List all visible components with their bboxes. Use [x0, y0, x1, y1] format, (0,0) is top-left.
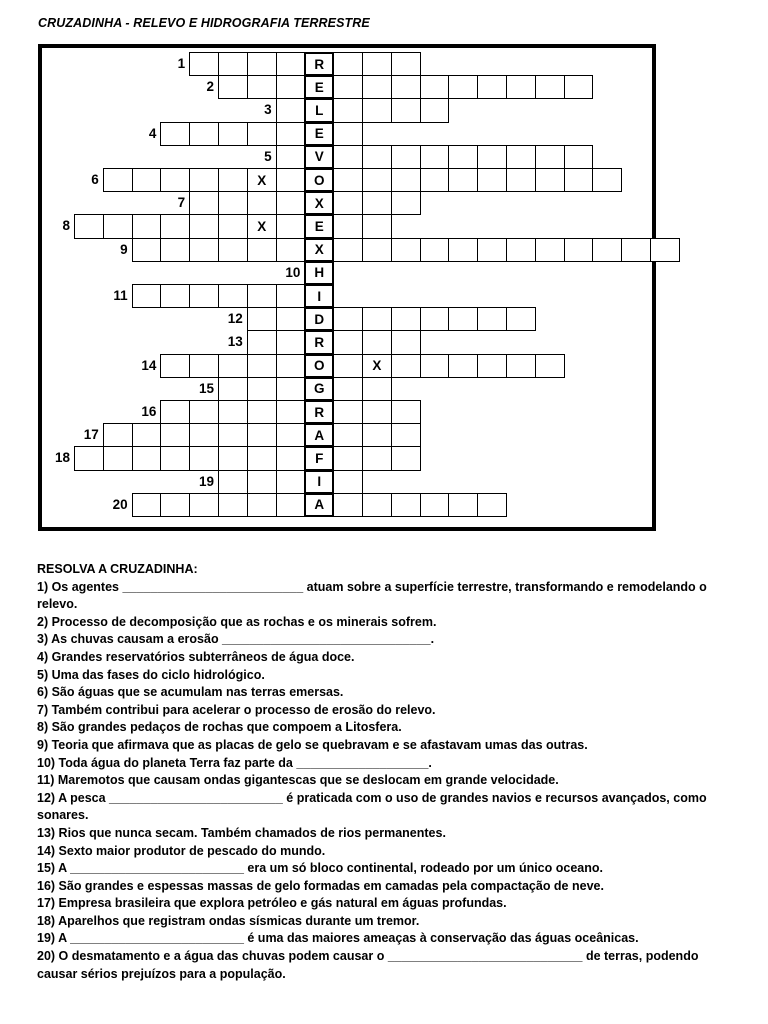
grid-cell-row11-col2[interactable]: [132, 284, 162, 308]
grid-cell-row4-col7[interactable]: [276, 122, 306, 146]
grid-cell-row2-col10[interactable]: [362, 75, 392, 99]
grid-cell-row5-col14[interactable]: [477, 145, 507, 169]
grid-cell-row4-col3[interactable]: [160, 122, 190, 146]
grid-cell-row3-col9[interactable]: [333, 98, 363, 122]
grid-cell-row2-col17[interactable]: [564, 75, 594, 99]
clue-number-14: 14: [141, 357, 157, 373]
clue-16: 16) São grandes e espessas massas de gelo formadas em camadas pela compactação de neve.: [37, 878, 604, 893]
grid-cell-row3-col10[interactable]: [362, 98, 392, 122]
grid-cell-row12-col14[interactable]: [477, 307, 507, 331]
grid-cell-row18-col2[interactable]: [132, 446, 162, 470]
grid-cell-row5-col15[interactable]: [506, 145, 536, 169]
clue-20: 20) O desmatamento e a água das chuvas podem causar o ____________________________ de terras, podendo causar sérios prejuízos para a população.: [37, 949, 699, 981]
grid-cell-row11-col8[interactable]: I: [304, 284, 334, 308]
grid-cell-row6-col4[interactable]: [189, 168, 219, 192]
grid-cell-row17-col11[interactable]: [391, 423, 421, 447]
grid-cell-row16-col10[interactable]: [362, 400, 392, 424]
clue-number-10: 10: [285, 264, 301, 280]
grid-cell-row11-col3[interactable]: [160, 284, 190, 308]
grid-cell-row20-col13[interactable]: [448, 493, 478, 517]
grid-cell-row4-col5[interactable]: [218, 122, 248, 146]
grid-cell-row9-col3[interactable]: [160, 238, 190, 262]
grid-cell-row2-col14[interactable]: [477, 75, 507, 99]
grid-cell-row3-col7[interactable]: [276, 98, 306, 122]
grid-cell-row1-col4[interactable]: [189, 52, 219, 76]
grid-cell-row13-col6[interactable]: [247, 330, 277, 354]
grid-cell-row18-col3[interactable]: [160, 446, 190, 470]
clue-5: 5) Uma das fases do ciclo hidrológico.: [37, 667, 265, 682]
grid-cell-row2-col8[interactable]: E: [304, 75, 334, 99]
grid-cell-row9-col13[interactable]: [448, 238, 478, 262]
grid-cell-row12-col15[interactable]: [506, 307, 536, 331]
grid-cell-row17-col6[interactable]: [247, 423, 277, 447]
grid-cell-row5-col16[interactable]: [535, 145, 565, 169]
grid-cell-row1-col7[interactable]: [276, 52, 306, 76]
grid-cell-row10-col8[interactable]: H: [304, 261, 334, 285]
clue-18: 18) Aparelhos que registram ondas sísmicas durante um tremor.: [37, 913, 420, 928]
clue-2: 2) Processo de decomposição que as rochas e os minerais sofrem.: [37, 614, 437, 629]
grid-cell-row5-col13[interactable]: [448, 145, 478, 169]
grid-cell-row15-col5[interactable]: [218, 377, 248, 401]
grid-cell-row6-col8[interactable]: O: [304, 168, 334, 192]
grid-cell-row12-col9[interactable]: [333, 307, 363, 331]
grid-cell-row14-col5[interactable]: [218, 354, 248, 378]
clue-3: 3) As chuvas causam a erosão ______________________________.: [37, 632, 435, 647]
grid-cell-row11-col4[interactable]: [189, 284, 219, 308]
grid-cell-row13-col10[interactable]: [362, 330, 392, 354]
grid-cell-row5-col9[interactable]: [333, 145, 363, 169]
clue-number-16: 16: [141, 404, 157, 419]
grid-cell-row19-col8[interactable]: I: [304, 470, 334, 494]
grid-cell-row6-col2[interactable]: [132, 168, 162, 192]
grid-cell-row14-col4[interactable]: [189, 354, 219, 378]
grid-cell-row20-col3[interactable]: [160, 493, 190, 517]
clue-number-20: 20: [112, 496, 128, 512]
grid-cell-row9-col9[interactable]: [333, 238, 363, 262]
grid-cell-row8-col3[interactable]: [160, 214, 190, 238]
grid-cell-row1-col11[interactable]: [391, 52, 421, 76]
grid-cell-row18-col4[interactable]: [189, 446, 219, 470]
grid-cell-row11-col7[interactable]: [276, 284, 306, 308]
grid-cell-row14-col3[interactable]: [160, 354, 190, 378]
grid-cell-row20-col14[interactable]: [477, 493, 507, 517]
grid-cell-row6-col5[interactable]: [218, 168, 248, 192]
grid-cell-row14-col7[interactable]: [276, 354, 306, 378]
grid-cell-row14-col10[interactable]: X: [362, 354, 392, 378]
grid-cell-row9-col14[interactable]: [477, 238, 507, 262]
grid-cell-row17-col5[interactable]: [218, 423, 248, 447]
grid-cell-row6-col14[interactable]: [477, 168, 507, 192]
grid-cell-row17-col1[interactable]: [103, 423, 133, 447]
grid-cell-row3-col12[interactable]: [420, 98, 450, 122]
grid-cell-row13-col11[interactable]: [391, 330, 421, 354]
grid-cell-row7-col11[interactable]: [391, 191, 421, 215]
grid-cell-row14-col6[interactable]: [247, 354, 277, 378]
grid-cell-row8-col8[interactable]: E: [304, 214, 334, 238]
clue-number-1: 1: [177, 56, 186, 71]
grid-cell-row2-col6[interactable]: [247, 75, 277, 99]
grid-cell-row9-col4[interactable]: [189, 238, 219, 262]
grid-cell-row16-col11[interactable]: [391, 400, 421, 424]
clue-number-9: 9: [120, 241, 128, 257]
grid-cell-row6-col10[interactable]: [362, 168, 392, 192]
grid-cell-row4-col9[interactable]: [333, 122, 363, 146]
grid-cell-row9-col18[interactable]: [592, 238, 622, 262]
grid-cell-row12-col13[interactable]: [448, 307, 478, 331]
clue-number-11: 11: [113, 288, 128, 303]
clue-9: 9) Teoria que afirmava que as placas de gelo se quebravam e se afastavam umas das outras.: [37, 737, 588, 752]
grid-cell-row2-col13[interactable]: [448, 75, 478, 99]
grid-cell-row17-col9[interactable]: [333, 423, 363, 447]
grid-cell-row17-col8[interactable]: A: [304, 423, 334, 447]
grid-cell-row9-col19[interactable]: [621, 238, 651, 262]
clue-number-15: 15: [198, 380, 214, 396]
grid-cell-row6-col11[interactable]: [391, 168, 421, 192]
grid-cell-row13-col7[interactable]: [276, 330, 306, 354]
grid-cell-row9-col20[interactable]: [650, 238, 680, 262]
grid-cell-row18-col6[interactable]: [247, 446, 277, 470]
grid-cell-row8-col0[interactable]: [74, 214, 104, 238]
clue-7: 7) Também contribui para acelerar o processo de erosão do relevo.: [37, 702, 436, 717]
grid-cell-row16-col8[interactable]: R: [304, 400, 334, 424]
clue-number-13: 13: [227, 334, 243, 350]
grid-cell-row6-col9[interactable]: [333, 168, 363, 192]
grid-cell-row20-col8[interactable]: A: [304, 493, 334, 517]
grid-cell-row8-col2[interactable]: [132, 214, 162, 238]
grid-cell-row13-col9[interactable]: [333, 330, 363, 354]
grid-cell-row20-col2[interactable]: [132, 493, 162, 517]
grid-cell-row15-col8[interactable]: G: [304, 377, 334, 401]
grid-cell-row2-col16[interactable]: [535, 75, 565, 99]
grid-cell-row16-col5[interactable]: [218, 400, 248, 424]
clue-number-6: 6: [91, 172, 99, 187]
clue-12: 12) A pesca _________________________ é praticada com o uso de grandes navios e recursos avançados, como sonares.: [37, 790, 707, 823]
page-title: CRUZADINHA - RELEVO E HIDROGRAFIA TERRESTRE: [38, 16, 370, 30]
grid-cell-row16-col4[interactable]: [189, 400, 219, 424]
grid-cell-row8-col7[interactable]: [276, 214, 306, 238]
clue-number-2: 2: [206, 79, 214, 95]
grid-cell-row14-col8[interactable]: O: [304, 354, 334, 378]
grid-cell-row16-col6[interactable]: [247, 400, 277, 424]
clue-number-5: 5: [264, 148, 272, 164]
grid-cell-row17-col3[interactable]: [160, 423, 190, 447]
grid-cell-row9-col15[interactable]: [506, 238, 536, 262]
grid-cell-row7-col10[interactable]: [362, 191, 392, 215]
grid-cell-row15-col10[interactable]: [362, 377, 392, 401]
grid-cell-row3-col11[interactable]: [391, 98, 421, 122]
grid-cell-row9-col11[interactable]: [391, 238, 421, 262]
clue-number-17: 17: [83, 427, 99, 443]
grid-cell-row8-col4[interactable]: [189, 214, 219, 238]
grid-cell-row6-col12[interactable]: [420, 168, 450, 192]
grid-cell-row12-col6[interactable]: [247, 307, 277, 331]
grid-cell-row14-col14[interactable]: [477, 354, 507, 378]
clue-8: 8) São grandes pedaços de rochas que compoem a Litosfera.: [37, 720, 402, 735]
clue-number-8: 8: [62, 218, 70, 234]
grid-cell-row14-col13[interactable]: [448, 354, 478, 378]
grid-cell-row1-col8[interactable]: R: [304, 52, 334, 76]
grid-cell-row12-col10[interactable]: [362, 307, 392, 331]
grid-cell-row20-col12[interactable]: [420, 493, 450, 517]
grid-cell-row20-col5[interactable]: [218, 493, 248, 517]
grid-cell-row12-col12[interactable]: [420, 307, 450, 331]
clue-1: 1) Os agentes __________________________ atuam sobre a superfície terrestre, transformando e remodelando o relevo.: [37, 579, 707, 612]
grid-cell-row1-col9[interactable]: [333, 52, 363, 76]
grid-cell-row7-col7[interactable]: [276, 191, 306, 215]
clue-10: 10) Toda água do planeta Terra faz parte da ___________________.: [37, 755, 432, 770]
clue-11: 11) Maremotos que causam ondas gigantescas que se deslocam em grande velocidade.: [37, 773, 559, 788]
grid-cell-row7-col8[interactable]: X: [304, 191, 334, 215]
grid-cell-row2-col15[interactable]: [506, 75, 536, 99]
grid-cell-row14-col15[interactable]: [506, 354, 536, 378]
grid-cell-row5-col10[interactable]: [362, 145, 392, 169]
grid-cell-row4-col4[interactable]: [189, 122, 219, 146]
grid-cell-row19-col6[interactable]: [247, 470, 277, 494]
clue-number-18: 18: [54, 450, 70, 466]
grid-cell-row9-col17[interactable]: [564, 238, 594, 262]
grid-cell-row7-col6[interactable]: [247, 191, 277, 215]
grid-cell-row2-col11[interactable]: [391, 75, 421, 99]
grid-cell-row7-col9[interactable]: [333, 191, 363, 215]
grid-cell-row5-col12[interactable]: [420, 145, 450, 169]
grid-cell-row19-col5[interactable]: [218, 470, 248, 494]
grid-cell-row16-col3[interactable]: [160, 400, 190, 424]
grid-cell-row18-col1[interactable]: [103, 446, 133, 470]
grid-cell-row9-col7[interactable]: [276, 238, 306, 262]
grid-cell-row7-col4[interactable]: [189, 191, 219, 215]
grid-cell-row6-col18[interactable]: [592, 168, 622, 192]
grid-cell-row1-col5[interactable]: [218, 52, 248, 76]
grid-cell-row20-col6[interactable]: [247, 493, 277, 517]
grid-cell-row20-col9[interactable]: [333, 493, 363, 517]
grid-cell-row6-col16[interactable]: [535, 168, 565, 192]
grid-cell-row9-col8[interactable]: X: [304, 238, 334, 262]
grid-cell-row14-col16[interactable]: [535, 354, 565, 378]
grid-cell-row9-col2[interactable]: [132, 238, 162, 262]
grid-cell-row1-col10[interactable]: [362, 52, 392, 76]
grid-cell-row6-col15[interactable]: [506, 168, 536, 192]
grid-cell-row5-col8[interactable]: V: [304, 145, 334, 169]
clue-list: [37, 579, 737, 984]
grid-cell-row16-col9[interactable]: [333, 400, 363, 424]
clue-19: 19) A _________________________ é uma das maiores ameaças à conservação das águas oceânicas.: [37, 931, 639, 946]
grid-cell-row3-col8[interactable]: L: [304, 98, 334, 122]
grid-cell-row6-col3[interactable]: [160, 168, 190, 192]
grid-cell-row20-col11[interactable]: [391, 493, 421, 517]
grid-cell-row9-col5[interactable]: [218, 238, 248, 262]
grid-cell-row11-col5[interactable]: [218, 284, 248, 308]
clue-6: 6) São águas que se acumulam nas terras emersas.: [37, 685, 344, 700]
grid-cell-row9-col6[interactable]: [247, 238, 277, 262]
clue-14: 14) Sexto maior produtor de pescado do mundo.: [37, 843, 326, 858]
grid-cell-row7-col5[interactable]: [218, 191, 248, 215]
grid-cell-row2-col12[interactable]: [420, 75, 450, 99]
grid-cell-row18-col0[interactable]: [74, 446, 104, 470]
grid-cell-row17-col10[interactable]: [362, 423, 392, 447]
grid-cell-row15-col7[interactable]: [276, 377, 306, 401]
grid-cell-row17-col7[interactable]: [276, 423, 306, 447]
grid-cell-row20-col7[interactable]: [276, 493, 306, 517]
grid-cell-row12-col11[interactable]: [391, 307, 421, 331]
clue-17: 17) Empresa brasileira que explora petróleo e gás natural em águas profundas.: [37, 896, 507, 911]
grid-cell-row8-col9[interactable]: [333, 214, 363, 238]
grid-cell-row12-col8[interactable]: D: [304, 307, 334, 331]
grid-cell-row2-col9[interactable]: [333, 75, 363, 99]
clues-section: [37, 561, 737, 983]
grid-cell-row11-col6[interactable]: [247, 284, 277, 308]
grid-cell-row19-col7[interactable]: [276, 470, 306, 494]
grid-cell-row1-col6[interactable]: [247, 52, 277, 76]
grid-cell-row8-col10[interactable]: [362, 214, 392, 238]
clue-15: 15) A _________________________ era um só bloco continental, rodeado por um único oceano.: [37, 861, 603, 876]
grid-cell-row18-col9[interactable]: [333, 446, 363, 470]
grid-cell-row6-col6[interactable]: X: [247, 168, 277, 192]
clue-number-4: 4: [148, 125, 157, 141]
grid-cell-row19-col9[interactable]: [333, 470, 363, 494]
grid-cell-row9-col12[interactable]: [420, 238, 450, 262]
grid-cell-row6-col17[interactable]: [564, 168, 594, 192]
grid-cell-row8-col1[interactable]: [103, 214, 133, 238]
grid-cell-row18-col7[interactable]: [276, 446, 306, 470]
grid-cell-row8-col5[interactable]: [218, 214, 248, 238]
grid-cell-row15-col9[interactable]: [333, 377, 363, 401]
grid-cell-row2-col5[interactable]: [218, 75, 248, 99]
grid-cell-row5-col11[interactable]: [391, 145, 421, 169]
clue-number-7: 7: [177, 195, 186, 211]
grid-cell-row9-col10[interactable]: [362, 238, 392, 262]
grid-cell-row17-col4[interactable]: [189, 423, 219, 447]
grid-cell-row20-col10[interactable]: [362, 493, 392, 517]
grid-cell-row18-col10[interactable]: [362, 446, 392, 470]
grid-cell-row5-col7[interactable]: [276, 145, 306, 169]
grid-cell-row14-col12[interactable]: [420, 354, 450, 378]
grid-cell-row4-col8[interactable]: E: [304, 122, 334, 146]
grid-cell-row18-col5[interactable]: [218, 446, 248, 470]
clue-4: 4) Grandes reservatórios subterrâneos de água doce.: [37, 649, 355, 664]
clue-number-19: 19: [198, 473, 214, 489]
grid-cell-row18-col8[interactable]: F: [304, 446, 334, 470]
grid-cell-row4-col6[interactable]: [247, 122, 277, 146]
grid-cell-row5-col17[interactable]: [564, 145, 594, 169]
grid-cell-row8-col6[interactable]: X: [247, 214, 277, 238]
grid-cell-row17-col2[interactable]: [132, 423, 162, 447]
grid-cell-row18-col11[interactable]: [391, 446, 421, 470]
grid-cell-row2-col7[interactable]: [276, 75, 306, 99]
grid-cell-row14-col11[interactable]: [391, 354, 421, 378]
grid-cell-row16-col7[interactable]: [276, 400, 306, 424]
grid-cell-row6-col1[interactable]: [103, 168, 133, 192]
instructions: RESOLVA A CRUZADINHA:: [37, 562, 198, 576]
clue-number-3: 3: [264, 102, 272, 118]
grid-cell-row9-col16[interactable]: [535, 238, 565, 262]
grid-cell-row13-col8[interactable]: R: [304, 330, 334, 354]
grid-cell-row20-col4[interactable]: [189, 493, 219, 517]
clue-number-12: 12: [227, 311, 243, 327]
grid-cell-row15-col6[interactable]: [247, 377, 277, 401]
grid-cell-row14-col9[interactable]: [333, 354, 363, 378]
clue-13: 13) Rios que nunca secam. Também chamados de rios permanentes.: [37, 825, 446, 840]
grid-cell-row12-col7[interactable]: [276, 307, 306, 331]
grid-cell-row6-col7[interactable]: [276, 168, 306, 192]
grid-cell-row6-col13[interactable]: [448, 168, 478, 192]
